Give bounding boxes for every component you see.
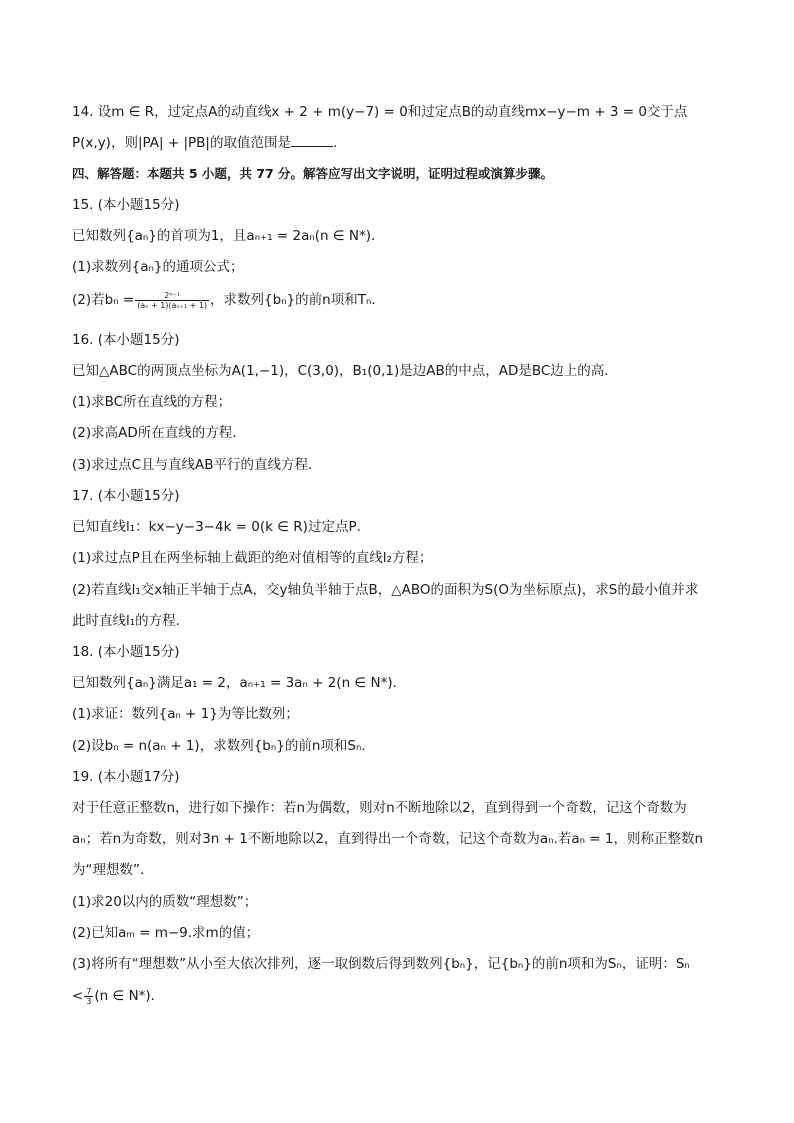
q15-part1: (1)求数列{aₙ}的通项公式； xyxy=(72,259,244,275)
q19-fraction xyxy=(84,987,93,1006)
q17-part1: (1)求过点P且在两坐标轴上截距的绝对值相等的直线l₂方程； xyxy=(72,550,433,566)
q15-part2-tail: ，求数列{bₙ}的前n项和Tₙ． xyxy=(210,292,385,308)
q19-part1: (1)求20以内的质数“理想数”； xyxy=(72,894,258,910)
q15-heading: 15. (本小题15分) xyxy=(72,197,180,213)
q19-stem-line1: 对于任意正整数n，进行如下操作：若n为偶数，则对n不断地除以2，直到得到一个奇数，记这个奇数为 xyxy=(72,800,687,816)
q18-stem: 已知数列{aₙ}满足a₁ = 2，aₙ₊₁ = 3aₙ + 2(n ∈ N*)． xyxy=(72,675,407,691)
q15-stem: 已知数列{aₙ}的首项为1，且aₙ₊₁ = 2aₙ(n ∈ N*)． xyxy=(72,228,385,244)
q17-stem: 已知直线l₁：kx−y−3−4k = 0(k ∈ R)过定点P． xyxy=(72,519,371,535)
q14-line2 xyxy=(72,133,732,153)
q14-line2-end: . xyxy=(332,135,338,151)
q19-part3-cont xyxy=(72,986,732,1006)
answer-blank xyxy=(291,133,333,147)
q19-stem-line3: 为“理想数”． xyxy=(72,862,154,878)
q18-part2: (2)设bₙ = n(aₙ + 1)，求数列{bₙ}的前n项和Sₙ． xyxy=(72,738,375,754)
q15-part2-lead: (2)若bₙ = xyxy=(72,292,135,308)
q19-fraction-num: 7 xyxy=(86,986,92,996)
q15-fraction-num: 2ⁿ⁻¹ xyxy=(135,291,209,301)
q19-part3-tail: (n ∈ N*)． xyxy=(94,988,165,1004)
q16-part1: (1)求BC所在直线的方程； xyxy=(72,394,232,410)
q19-lt: < xyxy=(72,988,84,1004)
q16-stem: 已知△ABC的两顶点坐标为A(1,−1)，C(3,0)，B₁(0,1)是边AB的中点，AD是BC边上的高． xyxy=(72,363,618,379)
q19-heading: 19. (本小题17分) xyxy=(72,769,180,785)
section-heading: 四、解答题：本题共 5 小题，共 77 分。解答应写出文字说明，证明过程或演算步骤。 xyxy=(72,166,554,181)
q19-fraction-den: 3 xyxy=(86,996,92,1006)
q14-line1: 14. 设m ∈ R，过定点A的动直线x + 2 + m(y−7) = 0和过定点B的动直线mx−y−m + 3 = 0交于点 xyxy=(72,104,688,120)
q16-heading: 16. (本小题15分) xyxy=(72,332,180,348)
q15-fraction-den: (aₙ + 1)(aₙ₊₁ + 1) xyxy=(137,300,208,310)
q18-part1: (1)求证：数列{aₙ + 1}为等比数列； xyxy=(72,706,299,722)
q16-part3: (3)求过点C且与直线AB平行的直线方程． xyxy=(72,457,322,473)
q15-part2 xyxy=(72,290,732,310)
q17-part2-line2: 此时直线l₁的方程． xyxy=(72,613,190,629)
q18-heading: 18. (本小题15分) xyxy=(72,644,180,660)
q19-stem-line2: aₙ；若n为奇数，则对3n + 1不断地除以2，直到得出一个奇数，记这个奇数为aₙ.若aₙ = 1，则称正整数n xyxy=(72,831,704,847)
q15-fraction xyxy=(135,291,209,310)
q17-heading: 17. (本小题15分) xyxy=(72,488,180,504)
q17-part2-line1: (2)若直线l₁交x轴正半轴于点A，交y轴负半轴于点B，△ABO的面积为S(O为坐标原点)，求S的最小值并求 xyxy=(72,582,699,598)
q19-part3: (3)将所有“理想数”从小至大依次排列，逐一取倒数后得到数列{bₙ}，记{bₙ}的前n项和为Sₙ，证明：Sₙ xyxy=(72,956,690,972)
q19-part2: (2)已知aₘ = m−9.求m的值； xyxy=(72,925,260,941)
q16-part2: (2)求高AD所在直线的方程． xyxy=(72,425,246,441)
q14-line2-text: P(x,y)，则|PA| + |PB|的取值范围是 xyxy=(72,135,291,151)
